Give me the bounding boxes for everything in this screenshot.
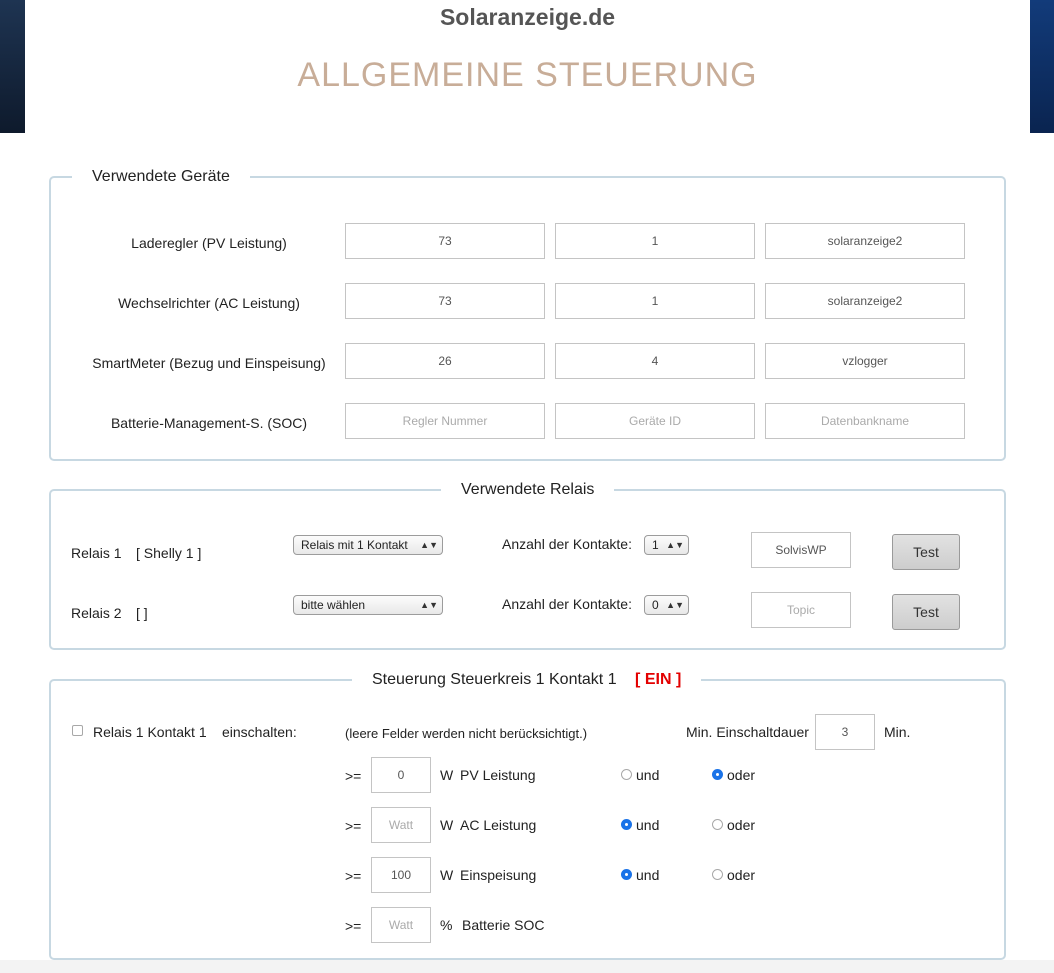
condition-einspeisung-und-radio[interactable]	[621, 869, 632, 880]
devices-legend: Verwendete Geräte	[72, 165, 250, 189]
condition-ac-unit: W	[440, 817, 454, 833]
devices-fieldset	[49, 168, 1006, 461]
relais-1-contacts-value: 1	[652, 538, 659, 552]
relais-fieldset	[49, 481, 1006, 650]
relay-contact-label: Relais 1 Kontakt 1	[93, 724, 207, 740]
condition-einspeisung-oder-radio[interactable]	[712, 869, 723, 880]
condition-einspeisung-oder-label: oder	[727, 867, 756, 883]
relais-2-type-select[interactable]	[293, 595, 443, 615]
header-background-left	[0, 0, 25, 133]
einschalten-label: einschalten:	[222, 724, 297, 740]
wechselrichter-regler-input[interactable]: 73	[345, 283, 545, 319]
relais-2-name: Relais 2	[71, 605, 122, 621]
condition-ac-oder-radio[interactable]	[712, 819, 723, 830]
relais-1-topic-input[interactable]: SolvisWP	[751, 532, 851, 568]
relais-1-contacts-select[interactable]	[644, 535, 689, 555]
bms-db-input[interactable]: Datenbankname	[765, 403, 965, 439]
relais-1-device: [ Shelly 1 ]	[136, 545, 202, 561]
condition-einspeisung-operator: >=	[345, 868, 362, 884]
relais-1-name: Relais 1	[71, 545, 122, 561]
condition-einspeisung-label: Einspeisung	[460, 867, 537, 883]
control-legend-title: Steuerung Steuerkreis 1 Kontakt 1	[372, 671, 617, 688]
condition-pv-und-label: und	[636, 767, 660, 783]
condition-soc-input[interactable]: Watt	[371, 907, 431, 943]
device-label-wechselrichter: Wechselrichter (AC Leistung)	[118, 295, 300, 311]
device-label-smartmeter: SmartMeter (Bezug und Einspeisung)	[92, 355, 326, 371]
chevron-updown-icon: ▲▼	[420, 540, 438, 550]
chevron-updown-icon: ▲▼	[666, 600, 684, 610]
bms-geraet-input[interactable]: Geräte ID	[555, 403, 755, 439]
laderegler-regler-input[interactable]: 73	[345, 223, 545, 259]
condition-soc-operator: >=	[345, 918, 362, 934]
hint-text: (leere Felder werden nicht berücksichtigt.)	[345, 726, 588, 741]
device-label-bms: Batterie-Management-S. (SOC)	[110, 415, 308, 431]
site-title[interactable]: Solaranzeige.de	[439, 4, 616, 30]
smartmeter-geraet-input[interactable]: 4	[555, 343, 755, 379]
condition-pv-unit: W	[440, 767, 454, 783]
condition-einspeisung-und-label: und	[636, 867, 660, 883]
relais-2-contacts-select[interactable]	[644, 595, 689, 615]
min-duration-label: Min. Einschaltdauer	[686, 724, 809, 740]
control-status-badge: [ EIN ]	[635, 671, 682, 688]
relais-2-device: [ ]	[136, 605, 148, 621]
relais-1-type-select[interactable]	[293, 535, 443, 555]
relais-2-topic-input[interactable]: Topic	[751, 592, 851, 628]
condition-einspeisung-unit: W	[440, 867, 454, 883]
chevron-updown-icon: ▲▼	[666, 540, 684, 550]
control-legend	[352, 668, 701, 692]
relais-2-type-value: bitte wählen	[301, 598, 366, 612]
laderegler-db-input[interactable]: solaranzeige2	[765, 223, 965, 259]
condition-ac-operator: >=	[345, 818, 362, 834]
condition-pv-label: PV Leistung	[460, 767, 536, 783]
smartmeter-db-input[interactable]: vzlogger	[765, 343, 965, 379]
condition-ac-und-label: und	[636, 817, 660, 833]
relais-2-test-button[interactable]: Test	[892, 594, 960, 630]
relais-1-contacts-label: Anzahl der Kontakte:	[502, 536, 632, 552]
condition-pv-operator: >=	[345, 768, 362, 784]
condition-soc-label: Batterie SOC	[462, 917, 545, 933]
condition-ac-oder-label: oder	[727, 817, 756, 833]
relais-2-contacts-label: Anzahl der Kontakte:	[502, 596, 632, 612]
relay-contact-checkbox[interactable]	[72, 725, 83, 736]
condition-ac-und-radio[interactable]	[621, 819, 632, 830]
condition-ac-label: AC Leistung	[460, 817, 537, 833]
condition-pv-und-radio[interactable]	[621, 769, 632, 780]
control-fieldset	[49, 671, 1006, 960]
condition-pv-oder-radio[interactable]	[712, 769, 723, 780]
relais-1-type-value: Relais mit 1 Kontakt	[301, 538, 408, 552]
header-background-right	[1030, 0, 1054, 133]
device-label-laderegler: Laderegler (PV Leistung)	[131, 235, 287, 251]
chevron-updown-icon: ▲▼	[420, 600, 438, 610]
condition-pv-input[interactable]: 0	[371, 757, 431, 793]
relais-2-contacts-value: 0	[652, 598, 659, 612]
relais-legend: Verwendete Relais	[441, 478, 614, 502]
laderegler-geraet-input[interactable]: 1	[555, 223, 755, 259]
page-title: ALLGEMEINE STEUERUNG	[297, 56, 758, 94]
condition-einspeisung-input[interactable]: 100	[371, 857, 431, 893]
smartmeter-regler-input[interactable]: 26	[345, 343, 545, 379]
bms-regler-input[interactable]: Regler Nummer	[345, 403, 545, 439]
relais-1-test-button[interactable]: Test	[892, 534, 960, 570]
min-duration-input[interactable]: 3	[815, 714, 875, 750]
header	[25, 0, 1030, 133]
condition-soc-unit: %	[440, 917, 453, 933]
bottom-strip	[0, 960, 1054, 973]
condition-ac-input[interactable]: Watt	[371, 807, 431, 843]
wechselrichter-db-input[interactable]: solaranzeige2	[765, 283, 965, 319]
min-unit-label: Min.	[884, 724, 911, 740]
condition-pv-oder-label: oder	[727, 767, 756, 783]
wechselrichter-geraet-input[interactable]: 1	[555, 283, 755, 319]
